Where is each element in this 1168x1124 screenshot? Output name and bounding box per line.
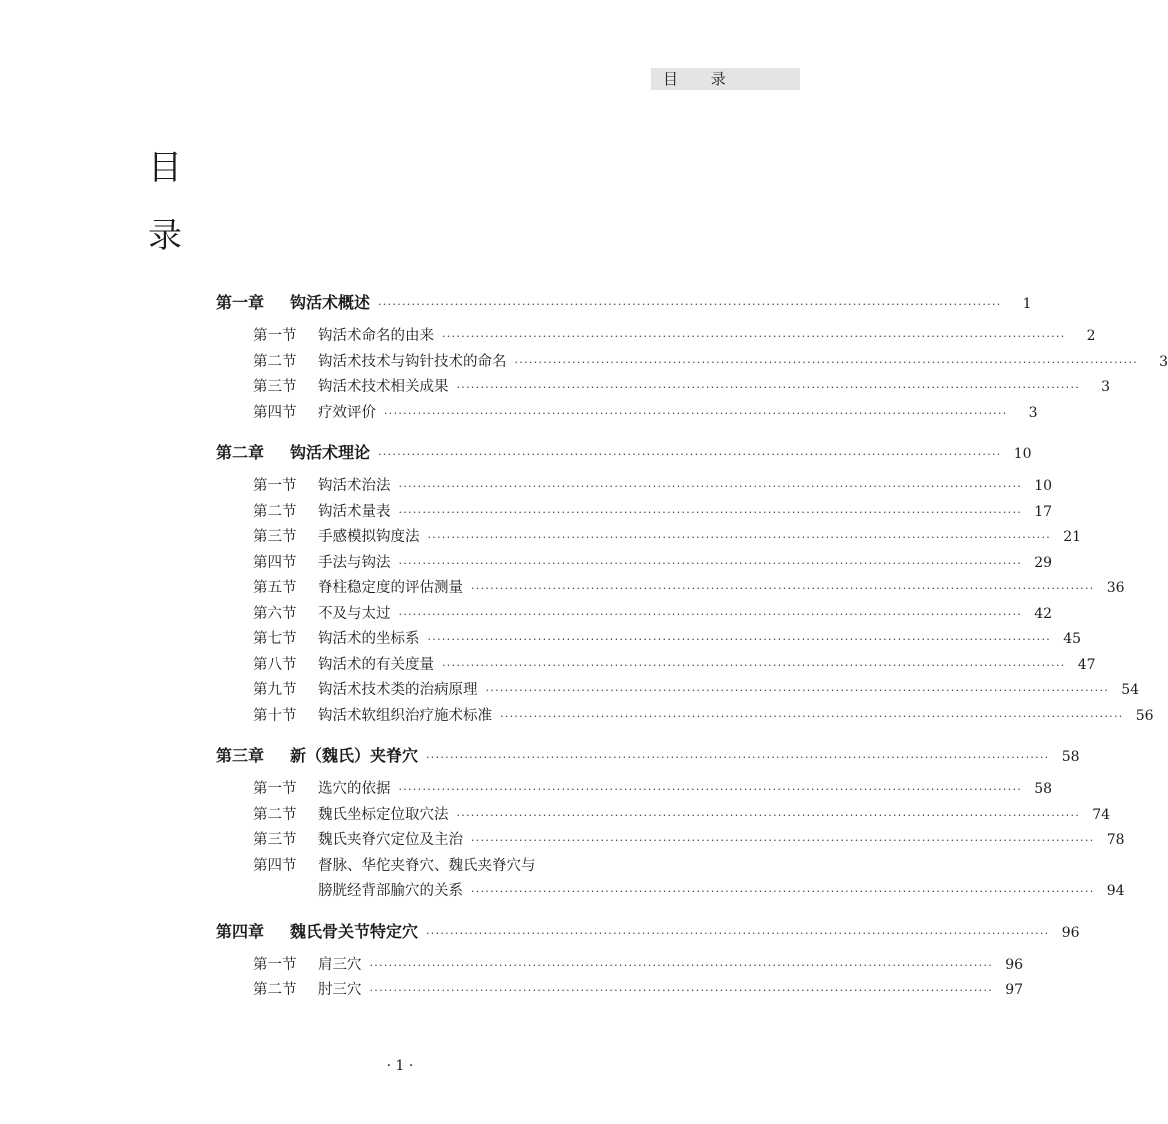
toc-section-4-2[interactable]: [216, 978, 1024, 1004]
leader-dots: ··································································································································: [456, 381, 1081, 394]
leader-dots: ··································································································································: [384, 406, 1008, 420]
toc-section-2-2[interactable]: [216, 500, 1053, 526]
leader-dots: ··································································································································: [398, 607, 1023, 621]
section-number: 第三节: [253, 832, 297, 848]
page-number: 56: [1135, 707, 1154, 724]
page-number: 10: [1034, 478, 1053, 494]
page-number: 21: [1063, 529, 1082, 545]
toc-chapter-2[interactable]: [216, 438, 1032, 470]
toc-section-2-6[interactable]: [216, 602, 1053, 628]
toc-section-3-4[interactable]: [216, 854, 712, 880]
page-number: 36: [1106, 580, 1125, 596]
toc-section-3-1[interactable]: [216, 777, 1053, 803]
toc-section-2-9[interactable]: [216, 678, 1140, 704]
section-number: 第一节: [253, 781, 297, 797]
leader-dots: ··································································································································: [427, 531, 1052, 544]
section-title-line-2: 膀胱经背部腧穴的关系: [318, 883, 463, 899]
section-number: 第七节: [253, 631, 297, 647]
section-number: 第一节: [253, 328, 297, 344]
toc-section-1-2[interactable]: [216, 350, 1168, 376]
section-title: 脊柱稳定度的评估测量: [318, 580, 463, 596]
running-header: 目 录: [651, 68, 800, 90]
section-title: 钩活术命名的由来: [318, 328, 434, 344]
page-number: 96: [1005, 956, 1024, 973]
page-number: 1: [1022, 296, 1032, 312]
section-number: 第十节: [253, 707, 297, 724]
chapter-title: 钩活术理论: [290, 443, 371, 462]
toc-chapter-1[interactable]: [216, 288, 1032, 320]
toc-section-1-1[interactable]: [216, 324, 1096, 350]
section-number: 第八节: [253, 656, 297, 673]
toc-chapter-3[interactable]: [216, 741, 1080, 773]
chapter-number: 第一章: [216, 293, 265, 312]
chapter-title: 钩活术概述: [290, 293, 371, 312]
section-title: 魏氏坐标定位取穴法: [318, 806, 449, 823]
leader-dots: ··································································································································: [398, 556, 1023, 570]
leader-dots: ··································································································································: [442, 658, 1066, 672]
leader-dots: ··································································································································: [456, 808, 1081, 822]
page-number: 78: [1106, 832, 1125, 848]
section-title: 手感模拟钩度法: [318, 529, 420, 545]
page-number: 58: [1061, 749, 1080, 765]
section-title: 钩活术的坐标系: [318, 631, 420, 647]
leader-dots: ··································································································································: [427, 633, 1052, 646]
page-footer-number: · 1 ·: [386, 1058, 414, 1074]
page-number: 54: [1121, 682, 1140, 698]
section-number: 第四节: [253, 554, 297, 571]
section-title: 疗效评价: [318, 404, 376, 421]
section-title: 钩活术技术与钩针技术的命名: [318, 353, 507, 370]
chapter-number: 第三章: [216, 746, 265, 765]
leader-dots: ··································································································································: [398, 783, 1023, 796]
leader-dots: ··································································································································: [471, 582, 1095, 595]
section-title: 钩活术软组织治疗施术标准: [318, 707, 492, 724]
section-number: 第二节: [253, 503, 297, 520]
page-number: 42: [1034, 605, 1053, 622]
section-title: 魏氏夹脊穴定位及主治: [318, 832, 463, 848]
section-title: 选穴的依据: [318, 781, 391, 797]
section-number: 第四节: [253, 404, 297, 421]
leader-dots: ··································································································································: [369, 984, 994, 997]
chapter-title: 新（魏氏）夹脊穴: [290, 746, 419, 765]
toc-section-2-10[interactable]: [216, 704, 1154, 730]
page-number: 97: [1005, 982, 1024, 998]
leader-dots: ··································································································································: [471, 885, 1095, 898]
toc-section-3-2[interactable]: [216, 803, 1111, 829]
toc-chapter-4[interactable]: [216, 917, 1080, 949]
section-title: 钩活术量表: [318, 503, 391, 520]
page-number: 74: [1092, 806, 1111, 823]
section-title: 钩活术治法: [318, 478, 391, 494]
page-number: 17: [1034, 503, 1053, 520]
section-title: 钩活术技术相关成果: [318, 379, 449, 395]
section-title-line-1: 督脉、华佗夹脊穴、魏氏夹脊穴与: [318, 857, 536, 874]
section-number: 第三节: [253, 529, 297, 545]
page-number: 3: [1028, 404, 1038, 421]
section-title: 肘三穴: [318, 982, 362, 998]
chapter-number: 第二章: [216, 443, 265, 462]
page-number: 94: [1106, 883, 1125, 899]
leader-dots: ··································································································································: [514, 355, 1139, 369]
toc-section-2-8[interactable]: [216, 653, 1096, 679]
toc-section-1-3[interactable]: [216, 375, 1111, 401]
page-number: 58: [1034, 781, 1053, 797]
toc-section-4-1[interactable]: [216, 953, 1024, 979]
section-number: 第二节: [253, 353, 297, 370]
section-number: 第二节: [253, 806, 297, 823]
section-number: 第一节: [253, 956, 297, 973]
section-number: 第三节: [253, 379, 297, 395]
leader-dots: ··································································································································: [500, 709, 1124, 723]
toc-section-1-4[interactable]: [216, 401, 1038, 427]
toc-title-char-1: 目: [148, 148, 182, 188]
section-number: 第五节: [253, 580, 297, 596]
toc-section-2-3[interactable]: [216, 525, 1082, 551]
page-number: 96: [1061, 924, 1080, 941]
section-title: 不及与太过: [318, 605, 391, 622]
section-number: 第六节: [253, 605, 297, 622]
toc-title-char-2: 录: [148, 216, 182, 256]
page-number: 3: [1101, 379, 1111, 395]
toc-section-2-7[interactable]: [216, 627, 1082, 653]
section-number: 第四节: [253, 857, 297, 874]
toc-section-3-3[interactable]: [216, 828, 1125, 854]
section-number: 第一节: [253, 478, 297, 494]
table-of-contents: [216, 288, 1168, 1004]
toc-section-3-4-continued[interactable]: [216, 879, 1125, 905]
page-number: 47: [1077, 656, 1096, 673]
section-number: 第二节: [253, 982, 297, 998]
section-title: 手法与钩法: [318, 554, 391, 571]
section-number: 第九节: [253, 682, 297, 698]
section-title: 钩活术技术类的治病原理: [318, 682, 478, 698]
toc-section-2-5[interactable]: [216, 576, 1125, 602]
leader-dots: ··································································································································: [471, 834, 1095, 847]
leader-dots: ··································································································································: [369, 958, 994, 972]
leader-dots: ··································································································································: [398, 505, 1023, 519]
page-number: 45: [1063, 631, 1082, 647]
page-number: 3: [1159, 353, 1168, 370]
leader-dots: ··································································································································: [398, 480, 1023, 493]
chapter-number: 第四章: [216, 921, 265, 941]
page-number: 29: [1034, 554, 1053, 571]
chapter-title: 魏氏骨关节特定穴: [290, 921, 419, 941]
toc-section-2-1[interactable]: [216, 474, 1053, 500]
page-number: 2: [1086, 328, 1096, 344]
leader-dots: ··································································································································: [426, 926, 1050, 940]
section-title: 肩三穴: [318, 956, 362, 973]
leader-dots: ··································································································································: [485, 684, 1110, 697]
leader-dots: ··································································································································: [378, 448, 1002, 461]
toc-section-2-4[interactable]: [216, 551, 1053, 577]
leader-dots: ··································································································································: [426, 751, 1050, 764]
section-title: 钩活术的有关度量: [318, 656, 434, 673]
page-number: 10: [1013, 446, 1032, 462]
leader-dots: ··································································································································: [442, 330, 1066, 343]
leader-dots: ··································································································································: [378, 298, 1002, 311]
